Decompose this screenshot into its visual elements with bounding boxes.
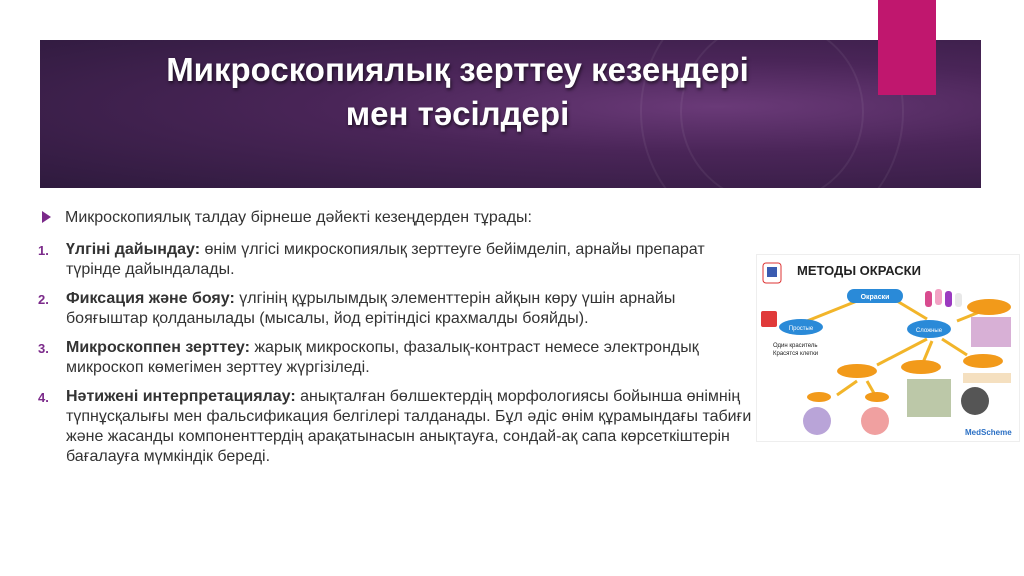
- bullet-arrow-icon: [42, 211, 51, 223]
- test-tubes-icon: [925, 289, 962, 307]
- intro-text: Микроскопиялық талдау бірнеше дәйекті кезеңдерден тұрады:: [65, 209, 532, 226]
- slide-title: [40, 48, 875, 136]
- step-title: Микроскоппен зерттеу:: [66, 339, 250, 356]
- sample-image-1: [971, 317, 1011, 347]
- intro-line: [42, 208, 762, 228]
- node-orange-5: [807, 392, 831, 402]
- step-title: Нәтижені интерпретациялау:: [66, 388, 296, 405]
- node-orange-3: [901, 360, 941, 374]
- step-text: жарық микроскопы, фазалық-контраст немесе электрондық микроскоп көмегімен зерттеу жүргізіледі.: [66, 339, 699, 376]
- list-item: [38, 338, 753, 378]
- staining-methods-diagram: [756, 254, 1020, 442]
- title-line-1: Микроскопиялық зерттеу кезеңдері: [166, 51, 749, 88]
- list-item: [38, 240, 753, 280]
- node-orange-6: [865, 392, 889, 402]
- node-orange-4: [963, 354, 1003, 368]
- list-item: [38, 387, 753, 467]
- diagram-heading: МЕТОДЫ ОКРАСКИ: [797, 263, 921, 278]
- step-title: Фиксация және бояу:: [66, 290, 235, 307]
- node-simple-label: Простые: [788, 326, 814, 332]
- simple-note-2: Красятся клетки: [773, 351, 819, 357]
- sample-circle-dark: [961, 387, 989, 415]
- brand-label: MedScheme: [965, 428, 1012, 437]
- sample-image-2: [907, 379, 951, 417]
- node-complex-label: Сложные: [915, 328, 943, 334]
- step-number: 2.: [38, 292, 49, 307]
- accent-tab: [878, 0, 936, 95]
- node-orange-2: [837, 364, 877, 378]
- diagram-svg: [757, 255, 1019, 441]
- sample-caption: [963, 373, 1011, 383]
- step-text: үлгінің құрылымдық элементтерін айқын көру үшін арнайы бояғыштар қолданылады (мысалы, йод ерітіндісі крахмалды бояйды).: [66, 290, 676, 327]
- step-number: 4.: [38, 390, 49, 405]
- logo-icon: [763, 263, 781, 283]
- step-number: 1.: [38, 243, 49, 258]
- node-orange-1: [967, 299, 1011, 315]
- sample-circle-purple: [803, 407, 831, 435]
- step-text: өнім үлгісі микроскопиялық зерттеуге бейімделіп, арнайы препарат түрінде дайындалады.: [66, 241, 705, 278]
- steps-list: [38, 240, 753, 476]
- node-root-label: Окраски: [860, 294, 890, 301]
- beaker-icon: [761, 311, 777, 327]
- step-number: 3.: [38, 341, 49, 356]
- sample-circle-pink: [861, 407, 889, 435]
- step-text: анықталған бөлшектердің морфологиясы бойынша өнімнің түпнұсқалығы мен фальсификация белгілері талданады. Бұл әдіс өнім құрамындағы табиғи және жасанды компоненттердің арақатынасын анықтауға, сондай-ақ сапа көрсеткіштерін бағалауға мүмкіндік береді.: [66, 388, 752, 465]
- step-title: Үлгіні дайындау:: [66, 241, 201, 258]
- simple-note-1: Один краситель: [773, 343, 818, 349]
- diagram-arrows: [807, 301, 982, 395]
- list-item: [38, 289, 753, 329]
- title-line-2: мен тәсілдері: [345, 95, 570, 132]
